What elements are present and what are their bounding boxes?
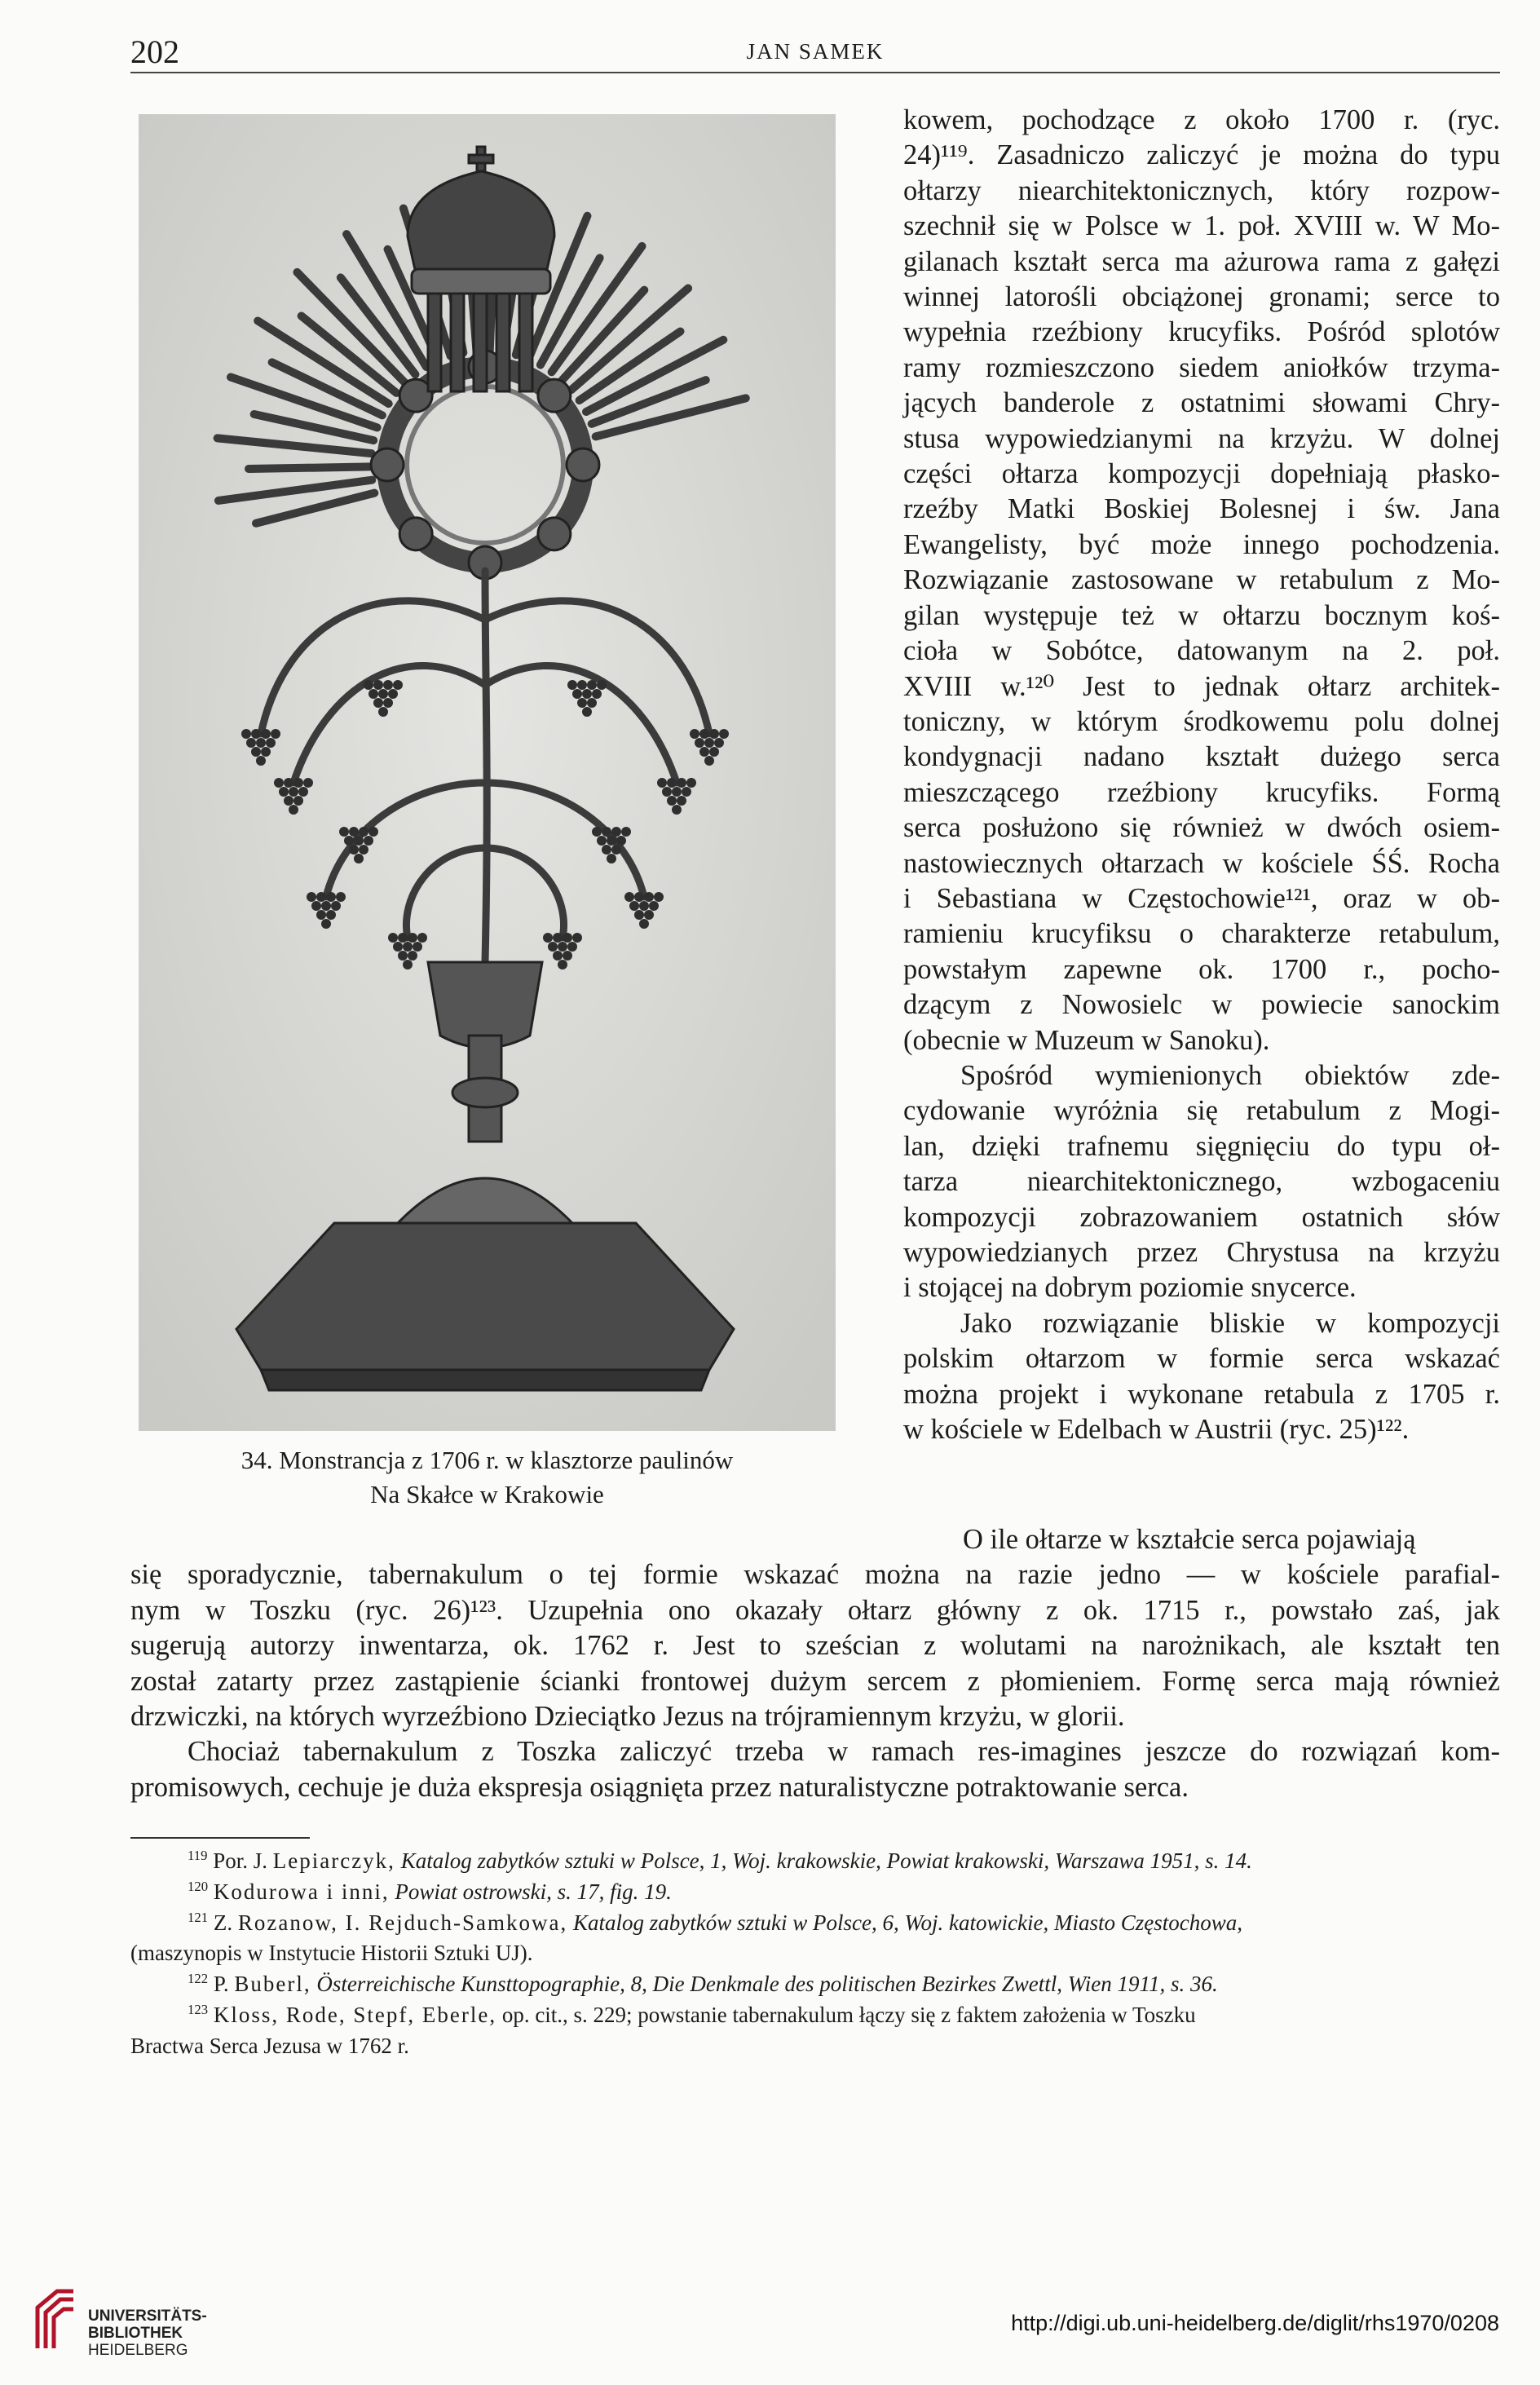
monstrance-photo — [139, 114, 836, 1431]
text-line: kompozycji zobrazowaniem ostatnich słów — [903, 1201, 1500, 1233]
text-line: szechnił się w Polsce w 1. poł. XVIII w. W Mo- — [903, 210, 1500, 242]
figure-caption — [139, 1443, 836, 1512]
text-line: ramy rozmieszczono siedem aniołków trzyma- — [903, 351, 1500, 383]
source-url-link[interactable]: http://digi.ub.uni-heidelberg.de/diglit/rhs1970/0208 — [1011, 2311, 1499, 2335]
text-line: winnej latorośli obciążonej gronami; serce to — [903, 281, 1500, 313]
text-line: gilan występuje też w ołtarzu bocznym koś- — [903, 599, 1500, 631]
text-line: Ewangelisty, być może innego pochodzenia. — [903, 528, 1500, 560]
text-line: promisowych, cechuje je duża ekspresja osiągnięta przez naturalistyczne potraktowanie serca. — [130, 1771, 1189, 1803]
text-line: w kościele w Edelbach w Austrii (ryc. 25)¹²². — [903, 1414, 1410, 1446]
text-line: Jako rozwiązanie bliskie w kompozycji — [960, 1307, 1500, 1339]
text-line: kowem, pochodzące z około 1700 r. (ryc. — [903, 104, 1500, 135]
footnote-continuation: (maszynopis w Instytucie Historii Sztuki UJ). — [130, 1941, 533, 1966]
text-line: toniczny, w którym środkowemu polu dolnej — [903, 705, 1500, 737]
library-name — [88, 2308, 207, 2359]
running-head: JAN SAMEK — [746, 39, 885, 64]
text-line: części ołtarza kompozycji dopełniają płasko- — [903, 458, 1500, 490]
library-name-line: UNIVERSITÄTS- — [88, 2308, 207, 2325]
text-line: gilanach kształt serca ma ażurowa rama z gałęzi — [903, 245, 1500, 277]
text-line: drzwiczki, na których wyrzeźbiono Dzieciątko Jezus na trójramiennym krzyżu, w glorii. — [130, 1701, 1125, 1733]
text-line: tarza niearchitektonicznego, wzbogaceniu — [903, 1166, 1500, 1198]
library-name-line: BIBLIOTHEK — [88, 2325, 183, 2342]
page-header — [130, 29, 1500, 73]
page-footer — [0, 2275, 1540, 2385]
text-line: kondygnacji nadano kształt dużego serca — [903, 741, 1500, 773]
text-line: nastowiecznych ołtarzach w kościele ŚŚ. Rocha — [903, 847, 1500, 879]
text-line: można projekt i wykonane retabula z 1705 r. — [903, 1378, 1500, 1410]
text-line: mieszczącego rzeźbiony krucyfiks. Formą — [903, 776, 1500, 808]
text-line: ołtarzy niearchitektonicznych, który rozpow- — [903, 174, 1500, 206]
text-line: Chociaż tabernakulum z Toszka zaliczyć trzeba w ramach res-imagines jeszcze do rozwiązań kom- — [188, 1736, 1500, 1768]
text-line: Rozwiązanie zastosowane w retabulum z Mo- — [903, 564, 1500, 596]
text-line: cioła w Sobótce, datowanym na 2. poł. — [903, 635, 1500, 667]
text-line: lan, dzięki trafnemu sięgnięciu do typu oł- — [903, 1130, 1500, 1162]
library-name-line: HEIDELBERG — [88, 2342, 188, 2359]
full-width-text — [130, 1522, 1500, 1805]
text-line: stusa wypowiedzianymi na krzyżu. W dolnej — [903, 422, 1500, 454]
text-line: nym w Toszku (ryc. 26)¹²³. Uzupełnia ono okazały ołtarz główny z ok. 1715 r., powstało zaś, jak — [130, 1594, 1500, 1626]
caption-line: 34. Monstrancja z 1706 r. w klasztorze paulinów — [240, 1446, 734, 1474]
footnote-continuation: Bractwa Serca Jezusa w 1762 r. — [130, 2033, 409, 2058]
caption-line: Na Skałce w Krakowie — [370, 1480, 604, 1508]
text-line: dzącym z Nowosielc w powiecie sanockim — [903, 989, 1500, 1021]
text-line: wypowiedzianych przez Chrystusa na krzyżu — [903, 1237, 1500, 1268]
footnote: $^{123}$ Kloss, Rode, Stepf, Eberle, op. cit., s. 229; powstanie tabernakulum łączy się z faktem założenia w Toszku — [188, 2001, 1196, 2027]
text-line: XVIII w.¹²⁰ Jest to jednak ołtarz architek- — [903, 670, 1500, 702]
text-line: serca posłużono się również w dwóch osiem- — [903, 812, 1500, 844]
footnote: $^{119}$ Por. J. Lepiarczyk, Katalog zabytków sztuki w Polsce, 1, Woj. krakowskie, Powiat krakowski, Warszawa 1951, s. 14. — [188, 1848, 1252, 1873]
text-line: ramieniu krucyfiksu o charakterze retabulum, — [903, 918, 1500, 950]
text-line: sugerują autorzy inwentarza, ok. 1762 r. Jest to sześcian z wolutami na narożnikach, ale kształt ten — [130, 1630, 1500, 1662]
text-line: cydowanie wyróżnia się retabulum z Mogi- — [903, 1095, 1500, 1127]
footnotes — [130, 1846, 1500, 2062]
page-number: 202 — [130, 33, 179, 70]
text-line: polskim ołtarzom w formie serca wskazać — [903, 1343, 1500, 1375]
text-line: się sporadycznie, tabernakulum o tej formie wskazać można na razie jedno — w kościele parafial- — [130, 1559, 1500, 1591]
footnote: $^{121}$ Z. Rozanow, I. Rejduch-Samkowa, Katalog zabytków sztuki w Polsce, 6, Woj. katowickie, Miasto Częstochowa, — [188, 1909, 1242, 1935]
text-line: 24)¹¹⁹. Zasadniczo zaliczyć je można do typu — [903, 139, 1500, 171]
text-line: Spośród wymienionych obiektów zde- — [960, 1059, 1500, 1091]
text-line: został zatarty przez zastąpienie ścianki frontowej dużym sercem z płomieniem. Formę serca mają również — [130, 1665, 1500, 1697]
footnote: $^{120}$ Kodurowa i inni, Powiat ostrowski, s. 17, fig. 19. — [188, 1878, 672, 1904]
text-line: i stojącej na dobrym poziomie snycerce. — [903, 1272, 1357, 1304]
text-line: O ile ołtarze w kształcie serca pojawiają — [963, 1524, 1416, 1555]
text-line: i Sebastiana w Częstochowie¹²¹, oraz w ob- — [903, 882, 1500, 914]
footnote-rule — [130, 1837, 310, 1839]
text-line: wypełnia rzeźbiony krucyfiks. Pośród splotów — [903, 316, 1500, 348]
text-line: powstałym zapewne ok. 1700 r., pocho- — [903, 953, 1500, 985]
text-line: rzeźby Matki Boskiej Bolesnej i św. Jana — [903, 493, 1500, 525]
text-line: jących banderole z ostatnimi słowami Chry- — [903, 387, 1500, 419]
library-logo-icon — [33, 2286, 78, 2352]
text-line: (obecnie w Muzeum w Sanoku). — [903, 1024, 1270, 1056]
right-column-text — [903, 103, 1500, 1447]
footnote: $^{122}$ P. Buberl, Österreichische Kunsttopographie, 8, Die Denkmale des politischen Bezirkes Zwettl, Wien 1911, s. 36. — [188, 1971, 1218, 1997]
monstrance-illustration — [139, 114, 836, 1431]
